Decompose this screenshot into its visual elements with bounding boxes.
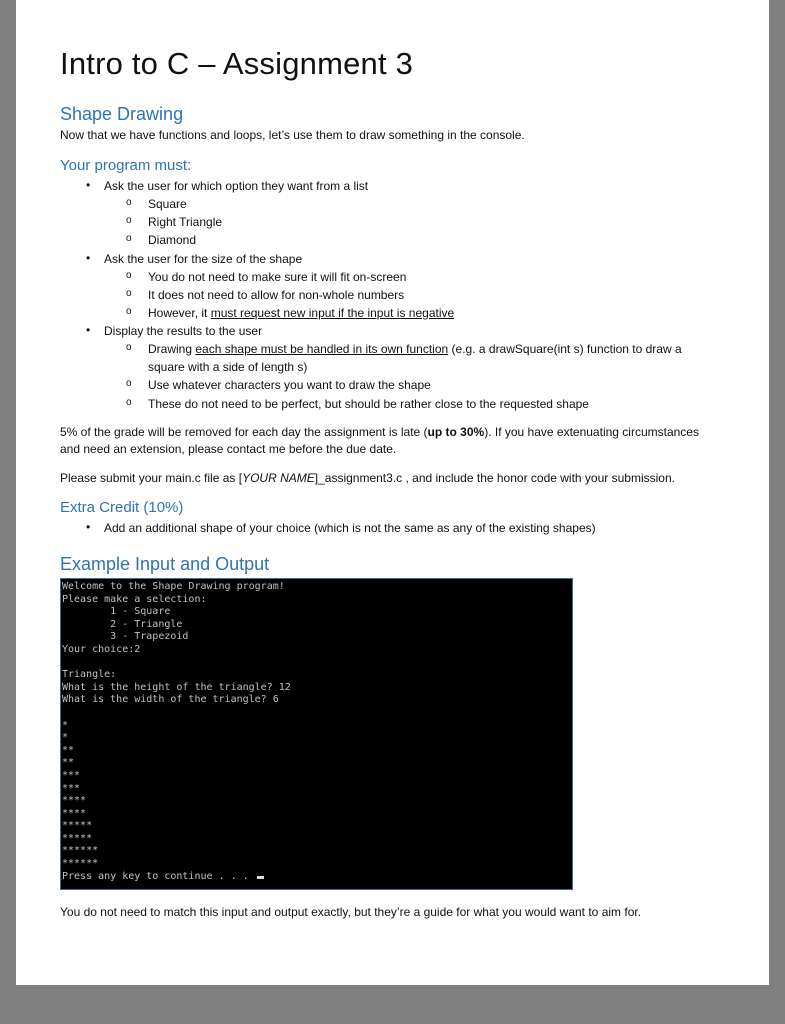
console-line: * <box>62 732 69 744</box>
sub-bullet-icon: o <box>126 306 132 317</box>
console-line: ** <box>62 744 75 756</box>
extra-credit-heading: Extra Credit (10%) <box>60 499 184 516</box>
sub-bullet-icon: o <box>126 397 132 408</box>
extra-credit-item: Add an additional shape of your choice (which is not the same as any of the existing shapes) <box>104 521 596 535</box>
console-prompt: Press any key to continue . . . <box>62 870 255 882</box>
console-line: ****** <box>62 858 99 870</box>
bullet-icon: • <box>86 520 91 534</box>
console-line: 1 - Square <box>62 606 171 618</box>
sub-item: You do not need to make sure it will fit on-screen <box>148 270 407 284</box>
bullet-icon: • <box>86 323 91 337</box>
document-page <box>16 0 769 985</box>
sub-item: Right Triangle <box>148 215 223 229</box>
sub-item: It does not need to allow for non-whole numbers <box>148 288 405 302</box>
late-policy-text <box>60 424 730 458</box>
submission-suffix: ]_assignment3.c , and include the honor code with your submission. <box>314 471 675 485</box>
function-requirement: each shape must be handled in its own function <box>195 342 449 356</box>
sub-item-prefix: Drawing <box>148 342 196 356</box>
bottom-margin <box>0 985 785 1024</box>
sub-item-prefix: However, it <box>148 306 211 320</box>
submission-prefix: Please submit your main.c file as [ <box>60 471 243 485</box>
sub-item-continuation: square with a side of length s) <box>148 360 308 374</box>
right-margin <box>769 0 785 1024</box>
sub-item <box>148 341 682 358</box>
sub-item <box>148 305 454 322</box>
console-line: ****** <box>62 845 99 857</box>
console-output <box>62 581 572 871</box>
intro-text: Now that we have functions and loops, let’s use them to draw something in the console. <box>60 128 525 142</box>
console-line: **** <box>62 795 87 807</box>
requirements-heading: Your program must: <box>60 157 192 174</box>
sub-bullet-icon: o <box>126 378 132 389</box>
bullet-icon: • <box>86 178 91 192</box>
negative-input-requirement: must request new input if the input is negative <box>210 306 455 320</box>
console-line: ***** <box>62 820 93 832</box>
requirement-item: Ask the user for the size of the shape <box>104 252 303 266</box>
sub-item: Diamond <box>148 233 197 247</box>
console-line: ***** <box>62 832 93 844</box>
late-policy-cap: up to 30% <box>427 425 485 439</box>
submission-name-placeholder: YOUR NAME <box>242 471 315 485</box>
sub-bullet-icon: o <box>126 342 132 353</box>
bullet-icon: • <box>86 251 91 265</box>
shape-drawing-heading: Shape Drawing <box>60 104 184 124</box>
console-line: *** <box>62 782 81 794</box>
submission-text <box>60 470 730 487</box>
left-margin <box>0 0 16 1024</box>
sub-bullet-icon: o <box>126 270 132 281</box>
console-line: What is the height of the triangle? 12 <box>62 681 291 693</box>
console-line: Please make a selection: <box>62 593 207 605</box>
console-line: ** <box>62 757 75 769</box>
late-policy-prefix: 5% of the grade will be removed for each day the assignment is late ( <box>60 425 428 439</box>
page-title: Intro to C – Assignment 3 <box>60 46 414 81</box>
sub-item: These do not need to be perfect, but should be rather close to the requested shape <box>148 397 589 411</box>
console-line: 3 - Trapezoid <box>62 631 189 643</box>
console-line: What is the width of the triangle? 6 <box>62 694 279 706</box>
cursor-icon <box>257 876 264 879</box>
requirement-item: Ask the user for which option they want from a list <box>104 179 369 193</box>
sub-bullet-icon: o <box>126 233 132 244</box>
sub-item: Square <box>148 197 187 211</box>
console-line: *** <box>62 769 81 781</box>
console-line: * <box>62 719 69 731</box>
console-line <box>62 657 572 670</box>
sub-bullet-icon: o <box>126 288 132 299</box>
console-screenshot <box>60 578 573 890</box>
late-policy-line2: and need an extension, please contact me before the due date. <box>60 442 397 456</box>
console-line: **** <box>62 807 87 819</box>
console-line: Welcome to the Shape Drawing program! <box>62 581 285 592</box>
requirement-item: Display the results to the user <box>104 324 263 338</box>
console-line: Triangle: <box>62 669 117 681</box>
sub-bullet-icon: o <box>126 197 132 208</box>
console-line <box>62 707 572 720</box>
console-line: Your choice:2 <box>62 643 141 655</box>
console-line <box>62 871 572 884</box>
sub-item: Use whatever characters you want to draw the shape <box>148 378 431 392</box>
example-heading: Example Input and Output <box>60 554 270 574</box>
footer-text: You do not need to match this input and output exactly, but they’re a guide for what you would want to aim for. <box>60 905 642 919</box>
sub-item-suffix: (e.g. a drawSquare(int s) function to draw a <box>448 342 682 356</box>
console-line: 2 - Triangle <box>62 618 183 630</box>
sub-bullet-icon: o <box>126 215 132 226</box>
late-policy-suffix: ). If you have extenuating circumstances <box>484 425 699 439</box>
